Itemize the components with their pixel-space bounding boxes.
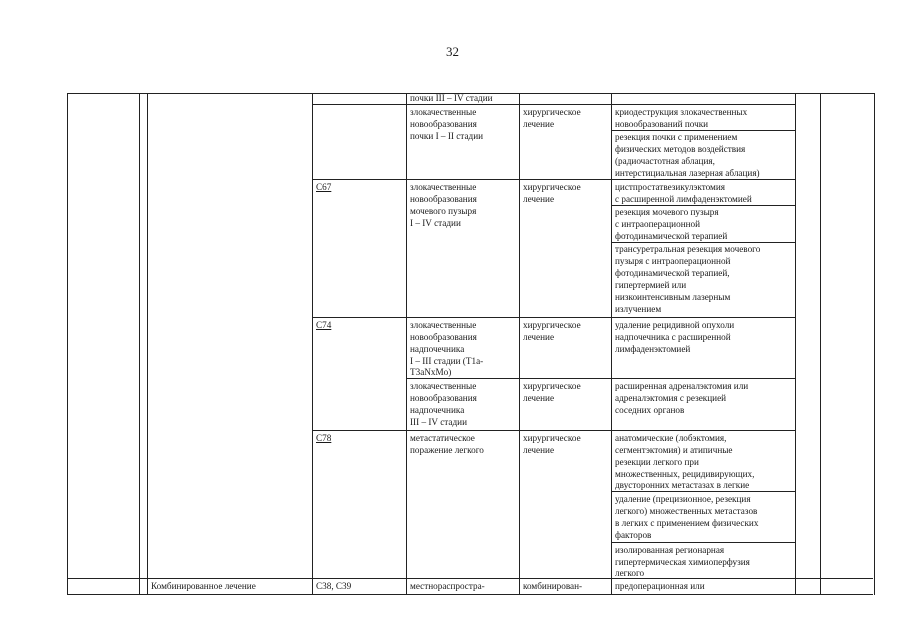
model-line: злокачественные <box>410 107 477 117</box>
method-line-text: с расширенной лимфаденэктомией <box>615 194 752 204</box>
method-line-text: гипертермией или <box>615 280 687 290</box>
method-line-text: факторов <box>615 530 652 540</box>
model-line: I – III стадии (T1a- <box>410 356 484 366</box>
model-line: новообразования <box>410 119 477 129</box>
method-line-text: легкого) множественных метастазов <box>615 506 758 516</box>
method-line-text: интерстициальная лазерная аблация) <box>615 168 760 178</box>
treatment-line: хирургическое <box>523 107 581 117</box>
code-cell: C78 <box>316 433 332 443</box>
method-line-text: надпочечника с расширенной <box>615 332 731 342</box>
method-line-text: цистпростатвезикулэктомия <box>615 182 726 192</box>
row-line <box>406 378 796 379</box>
model-line: злокачественные <box>410 182 477 192</box>
method-line-text: множественных, рецидивирующих, <box>615 469 755 479</box>
row-line <box>67 578 873 579</box>
method-line-text: фотодинамической терапией, <box>615 268 730 278</box>
treatment-line: лечение <box>523 194 555 204</box>
section-name: Комбинированное лечение <box>151 581 256 591</box>
treatment-line: комбинирован- <box>523 581 583 591</box>
method-line-text: расширенная адреналэктомия или <box>615 381 749 391</box>
method-line-text: с интраоперационной <box>615 219 701 229</box>
method-line-text: физических методов воздействия <box>615 144 746 154</box>
method-line-text: фотодинамической терапией <box>615 231 728 241</box>
method-line-text: низкоинтенсивным лазерным <box>615 292 731 302</box>
model-line: злокачественные <box>410 320 477 330</box>
treatment-line: хирургическое <box>523 182 581 192</box>
col-divider <box>795 93 796 594</box>
method-line-text: легкого <box>615 568 645 578</box>
page-number: 32 <box>446 44 459 59</box>
model-line: новообразования <box>410 194 477 204</box>
method-line-text: двусторонних метастазах в легкие <box>615 480 750 490</box>
model-line: злокачественные <box>410 381 477 391</box>
model-line: надпочечника <box>410 344 465 354</box>
row-line <box>312 430 796 431</box>
col-divider <box>139 93 140 594</box>
method-line-text: анатомические (лобэктомия, <box>615 433 727 443</box>
col-divider <box>312 93 313 594</box>
treatment-line: хирургическое <box>523 320 581 330</box>
col-divider <box>611 93 612 594</box>
model-line: новообразования <box>410 332 477 342</box>
method-line-text: адреналэктомия с резекцией <box>615 393 727 403</box>
method-line-text: пузыря с интраоперационной <box>615 256 731 266</box>
method-line-text: резекция мочевого пузыря <box>615 207 719 217</box>
method-line-text: предоперационная или <box>615 581 705 591</box>
method-line-text: удаление рецидивной опухоли <box>615 320 735 330</box>
col-divider <box>147 93 148 594</box>
method-line-text: (радиочастотная аблация, <box>615 156 715 166</box>
model-cell: почки III – IV стадии <box>410 93 493 103</box>
method-line-text: изолированная регионарная <box>615 545 725 555</box>
treatment-line: хирургическое <box>523 433 581 443</box>
code-cell: C38, C39 <box>316 581 352 591</box>
model-line: поражение легкого <box>410 445 484 455</box>
code-cell: C67 <box>316 182 332 192</box>
method-line-text: соседних органов <box>615 405 685 415</box>
treatment-line: лечение <box>523 332 555 342</box>
method-line-text: криодеструкция злокачественных <box>615 107 748 117</box>
col-divider <box>406 93 407 594</box>
method-line-text: сегментэктомия) и атипичные <box>615 445 733 455</box>
method-line-text: резекции легкого при <box>615 457 699 467</box>
method-line-text: в легких с применением физических <box>615 518 759 528</box>
model-line: метастатическое <box>410 433 475 443</box>
model-line: новообразования <box>410 393 477 403</box>
model-line: надпочечника <box>410 405 465 415</box>
model-line: мочевого пузыря <box>410 206 477 216</box>
method-line-text: трансуретральная резекция мочевого <box>615 244 761 254</box>
row-line <box>312 104 796 105</box>
method-line-text: новообразований почки <box>615 119 709 129</box>
model-line: местнораспростра- <box>410 581 485 591</box>
treatment-line: лечение <box>523 119 555 129</box>
code-cell: C74 <box>316 320 332 330</box>
model-line: T3aNxMo) <box>410 367 452 377</box>
treatment-line: хирургическое <box>523 381 581 391</box>
method-line <box>611 542 796 543</box>
row-line <box>312 317 796 318</box>
treatment-line: лечение <box>523 445 555 455</box>
method-line-text: гипертермическая химиоперфузия <box>615 557 750 567</box>
model-line: почки I – II стадии <box>410 131 484 141</box>
model-line: III – IV стадии <box>410 417 467 427</box>
method-line-text: резекция почки с применением <box>615 132 738 142</box>
method-line-text: лимфаденэктомией <box>615 344 691 354</box>
treatment-line: лечение <box>523 393 555 403</box>
col-divider <box>820 93 821 594</box>
col-divider <box>519 93 520 594</box>
row-line <box>67 594 873 595</box>
method-line-text: удаление (прецизионное, резекция <box>615 494 751 504</box>
method-line-text: излучением <box>615 304 662 314</box>
model-line: I – IV стадии <box>410 218 461 228</box>
